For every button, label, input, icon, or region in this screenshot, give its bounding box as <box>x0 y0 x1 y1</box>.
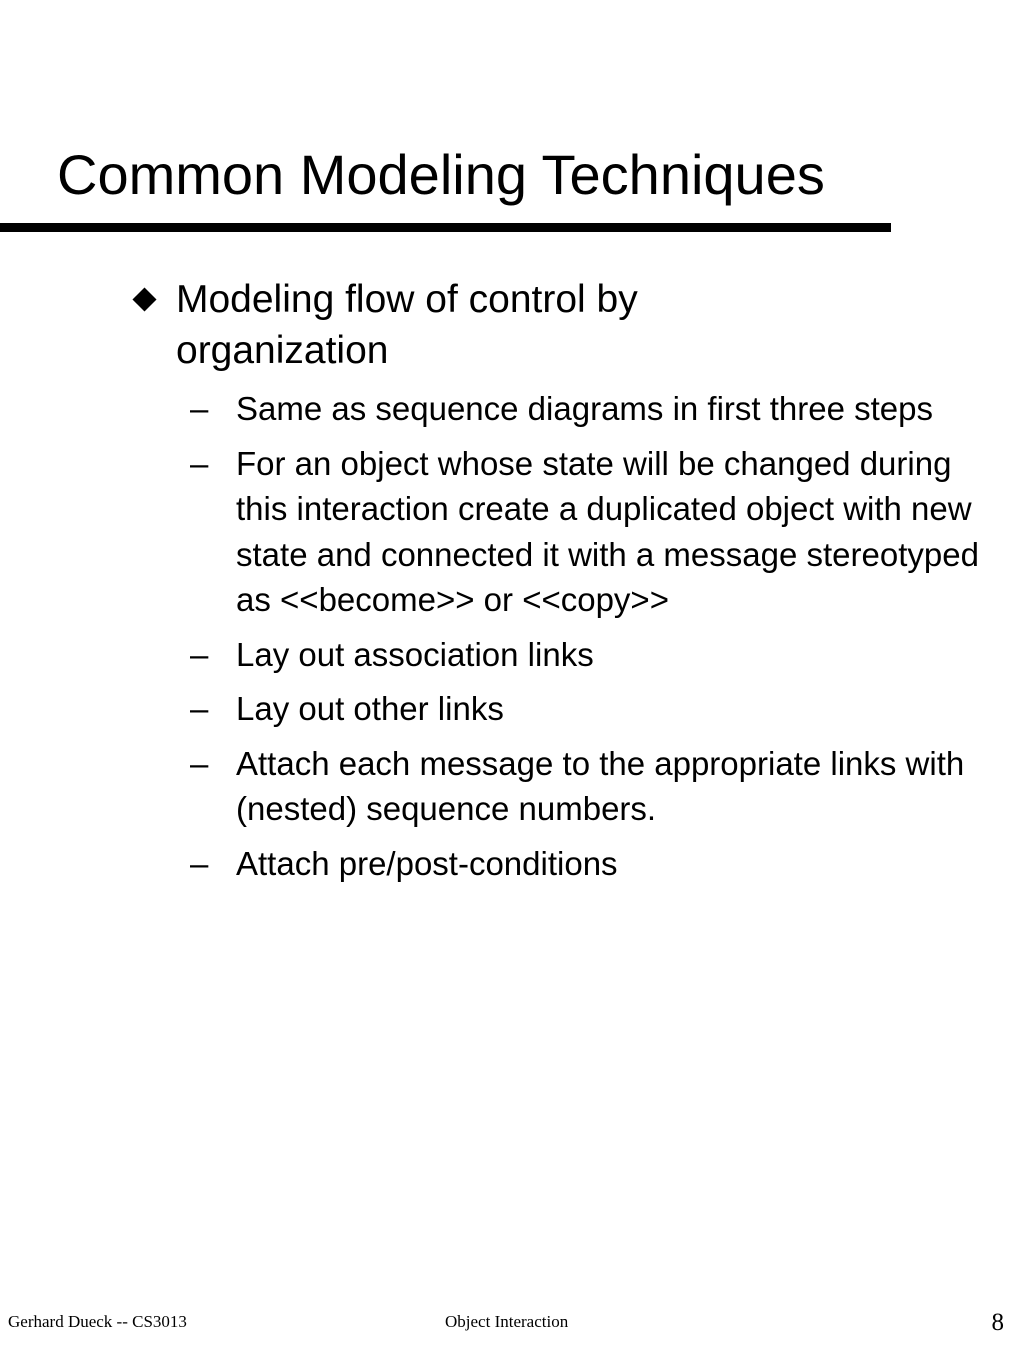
dash-bullet-icon: – <box>190 390 209 427</box>
sub-bullet-text: Attach each message to the appropriate links with (nested) sequence numbers. <box>236 744 965 827</box>
sub-bullet-item <box>190 686 980 732</box>
dash-bullet-icon: – <box>190 444 209 482</box>
footer-author: Gerhard Dueck -- CS3013 <box>8 1312 187 1331</box>
dash-bullet-icon: – <box>190 844 209 882</box>
page-number: 8 <box>991 1309 1004 1336</box>
sub-bullet-text: For an object whose state will be changed during this interaction create a duplicated object with new state and connected it with a message stereotyped as <<become>> or <<copy>> <box>236 444 979 618</box>
main-bullet-text: Modeling flow of control by organization <box>176 278 638 372</box>
sub-bullet-text: Lay out other links <box>236 690 504 727</box>
footer-topic: Object Interaction <box>445 1312 569 1331</box>
diamond-bullet-icon <box>132 287 156 311</box>
sub-bullet-text: Lay out association links <box>236 635 594 673</box>
sub-bullet-item <box>190 841 980 887</box>
sub-bullet-item <box>190 632 980 678</box>
sub-bullet-item <box>190 441 980 623</box>
dash-bullet-icon: – <box>190 744 209 782</box>
sub-bullet-list <box>190 386 980 895</box>
title-underline <box>0 223 891 232</box>
dash-bullet-icon: – <box>190 690 209 727</box>
sub-bullet-item <box>190 386 980 432</box>
sub-bullet-item <box>190 741 980 832</box>
sub-bullet-text: Same as sequence diagrams in first three steps <box>236 390 934 427</box>
slide-title: Common Modeling Techniques <box>57 143 825 206</box>
dash-bullet-icon: – <box>190 635 209 673</box>
sub-bullet-text: Attach pre/post-conditions <box>236 844 618 882</box>
